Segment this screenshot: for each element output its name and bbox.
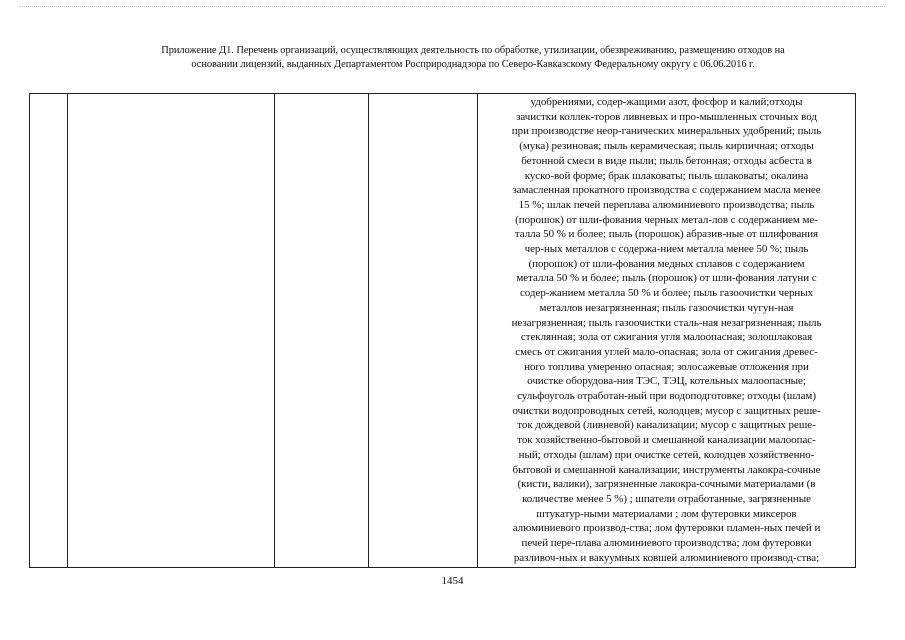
cell-text-line: (кисти, валики), загрязненные лакокра-сочными материалами (в (517, 478, 816, 491)
column-divider (368, 94, 369, 567)
cell-text-line: удобрениями, содер-жащими азот, фосфор и калий;отходы (530, 96, 803, 108)
cell-text-line: ный; отходы (шлам) при очистке сетей, колодцев хозяйственно- (518, 448, 815, 461)
cell-text-line: ток хозяйственно-бытовой и смешанной канализации малоопас- (517, 434, 816, 447)
cell-text-line: очистке оборудова-ния ТЭС, ТЭЦ, котельных малоопасные; (527, 375, 806, 388)
cell-text-line: штукатур-ными материалами ; лом футеровки миксеров (536, 507, 797, 520)
cell-text-line: при производстве неор-ганических минеральных удобрений; пыль (511, 125, 822, 138)
header-line-1: Приложение Д1. Перечень организаций, осуществляющих деятельность по обработке, утилизации, обезвреживанию, размещению отходов на (161, 45, 785, 56)
cell-text-line: куско-вой форме; брак шлаковаты; пыль шлаковаты; окалина (524, 169, 809, 182)
page-number: 1454 (441, 575, 464, 587)
cell-text-line: зачистки коллек-торов ливневых и про-мышленных сточных вод (516, 110, 817, 123)
document-header (88, 44, 858, 71)
cell-text-line: сульфоуголь отработан-ный при водоподготовке; отходы (шлам) (517, 390, 816, 403)
cell-text-line: замасленная прокатного производства с содержанием масла менее (512, 184, 821, 197)
organizations-table (29, 93, 856, 568)
cell-text-line: стеклянная; зола от сжигания угля малоопасная; золошлаковая (520, 331, 813, 344)
cell-text-line: (порошок) от шли-фования черных метал-лов с содержанием ме- (515, 213, 818, 226)
cell-text-line: металлов незагрязненная; пыль газоочистки чугун-ная (539, 301, 794, 314)
cell-text-line: количестве менее 5 %) ; шпатели отработанные, загрязненные (522, 492, 811, 505)
cell-text-line: талла 50 % и более; пыль (порошок) абразив-ные от шлифования (514, 228, 819, 241)
column-divider (274, 94, 275, 567)
cell-text-line: 15 %; шлак печей переплава алюминиевого производства; пыль (518, 198, 815, 211)
cell-text-line: ток дождевой (ливневой) канализации; мусор с защитных реше- (517, 419, 816, 432)
cell-text-line: разливоч-ных и вакуумных ковшей алюминиевого производ-ства; (513, 551, 820, 564)
column-divider (67, 94, 68, 567)
cell-text-line: очистки водопроводных сетей, колодцев; мусор с защитных реше- (512, 404, 821, 417)
header-line-2: основании лицензий, выданных Департаментом Росприроднадзора по Северо-Кавказскому Федеральному округу с 06.06.2016 г. (191, 58, 755, 70)
cell-text-line: алюминиевого производ-ства; лом футеровки пламен-ных печей и (512, 522, 821, 535)
cell-text-line: бетонной смеси в виде пыли; пыль бетонная; отходы асбеста в (521, 154, 812, 167)
cell-text-line: металла 50 % и более; пыль (порошок) от шли-фования латуни с (516, 272, 817, 285)
cell-text-line: бытовой и смешанной канализации; инструменты лакокра-сочные (512, 463, 821, 476)
cell-text-line: содер-жанием металла 50 % и более; пыль газоочистки черных (519, 287, 814, 300)
cell-text-line: (порошок) от шли-фования медных сплавов с содержанием (528, 257, 805, 270)
cell-text-line: незагрязненная; пыль газоочистки сталь-ная незагрязненная; пыль (511, 316, 822, 329)
cell-text-line: ного топлива умеренно опасная; золосажевые отложения при (524, 360, 809, 373)
cell-text-line: смесь от сжигания углей мало-опасная; зола от сжигания древес- (515, 345, 818, 358)
cell-text-line: (мука) резиновая; пыль керамическая; пыль кирпичная; отходы (519, 140, 814, 153)
scan-edge-line (20, 6, 885, 7)
cell-text-line: печей пере-плава алюминиевого производства; лом футеровки (521, 537, 812, 550)
waste-types-cell (478, 95, 855, 566)
cell-text-line: чер-ных металлов с содержа-нием металла менее 50 %; пыль (524, 243, 809, 256)
